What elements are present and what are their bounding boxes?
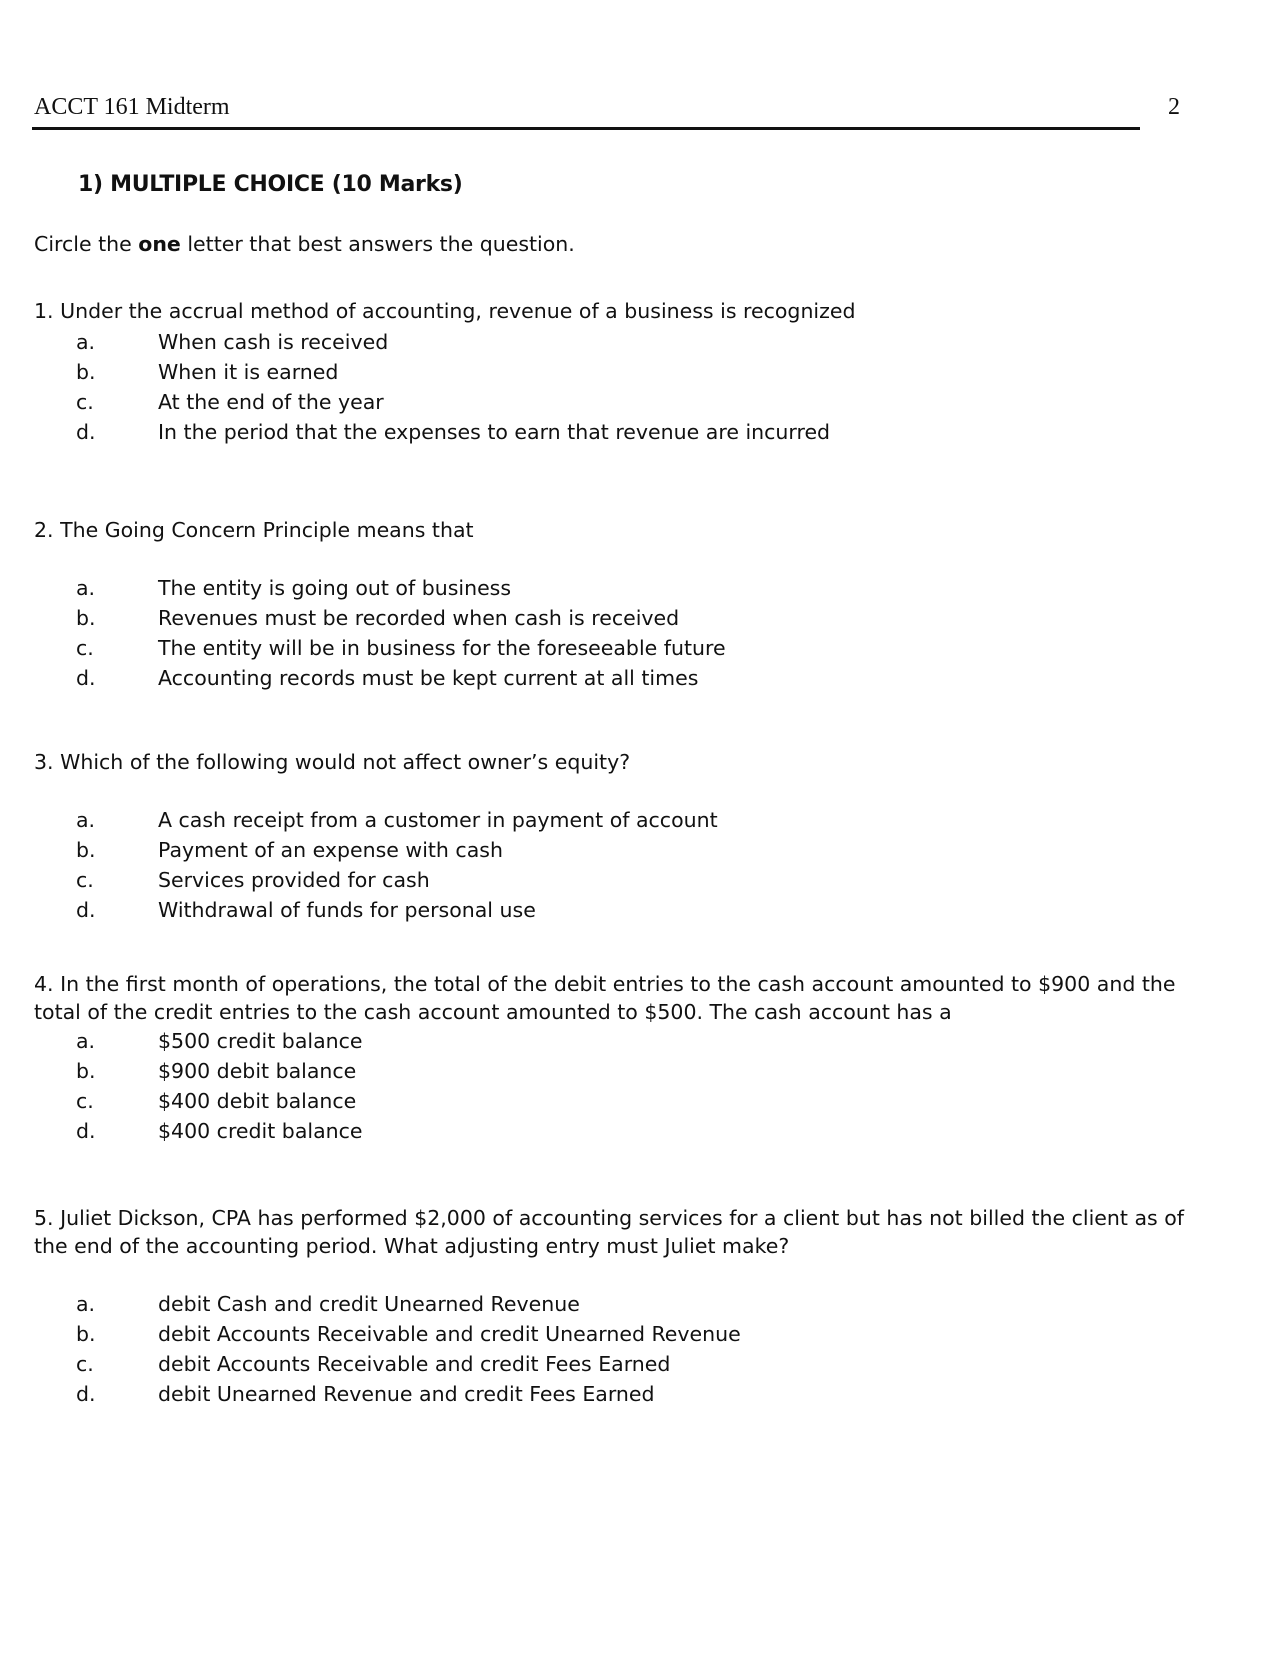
option-list [34, 805, 1184, 925]
option-letter: d. [76, 898, 96, 922]
question-1 [34, 297, 1184, 447]
option-a[interactable] [34, 1026, 1184, 1056]
question-text: 4. In the first month of operations, the total of the debit entries to the cash account amounted to $900 and the total of the credit entries to the cash account amounted to $500. The cash account has a [34, 972, 1176, 1024]
option-text: Services provided for cash [158, 868, 430, 892]
option-text: When cash is received [158, 330, 389, 354]
option-letter: b. [76, 1059, 96, 1083]
option-letter: b. [76, 606, 96, 630]
option-b[interactable] [34, 603, 1184, 633]
option-text: The entity will be in business for the foreseeable future [158, 636, 726, 660]
section-title: 1) MULTIPLE CHOICE (10 Marks) [78, 172, 463, 197]
option-list [34, 573, 1184, 693]
option-text: In the period that the expenses to earn that revenue are incurred [158, 420, 831, 444]
option-b[interactable] [34, 357, 1184, 387]
option-b[interactable] [34, 1056, 1184, 1086]
instructions-emphasis: one [138, 232, 181, 256]
option-a[interactable] [34, 573, 1184, 603]
option-c[interactable] [34, 387, 1184, 417]
option-letter: a. [76, 1292, 96, 1316]
option-text: $500 credit balance [158, 1029, 363, 1053]
option-d[interactable] [34, 1116, 1184, 1146]
option-list [34, 1026, 1184, 1146]
option-text: debit Cash and credit Unearned Revenue [158, 1292, 580, 1316]
option-letter: c. [76, 390, 94, 414]
option-text: A cash receipt from a customer in payment of account [158, 808, 718, 832]
option-letter: c. [76, 868, 94, 892]
option-text: debit Accounts Receivable and credit Fees Earned [158, 1352, 671, 1376]
instructions [34, 232, 575, 256]
option-d[interactable] [34, 1379, 1184, 1409]
option-letter: c. [76, 1089, 94, 1113]
option-letter: b. [76, 360, 96, 384]
option-text: debit Accounts Receivable and credit Unearned Revenue [158, 1322, 741, 1346]
question-text: 3. Which of the following would not affect owner’s equity? [34, 750, 631, 774]
question-4 [34, 970, 1184, 1146]
option-text: When it is earned [158, 360, 339, 384]
instructions-text-after: letter that best answers the question. [180, 232, 575, 256]
option-b[interactable] [34, 835, 1184, 865]
option-text: Payment of an expense with cash [158, 838, 503, 862]
option-letter: a. [76, 1029, 96, 1053]
option-c[interactable] [34, 1086, 1184, 1116]
option-letter: c. [76, 1352, 94, 1376]
option-text: $400 debit balance [158, 1089, 357, 1113]
option-c[interactable] [34, 1349, 1184, 1379]
option-text: Revenues must be recorded when cash is received [158, 606, 680, 630]
question-2 [34, 516, 1184, 693]
header-title: ACCT 161 Midterm [34, 94, 230, 120]
page-header [34, 94, 1180, 126]
question-text: 5. Juliet Dickson, CPA has performed $2,000 of accounting services for a client but has not billed the client as of the end of the accounting period. What adjusting entry must Juliet make? [34, 1206, 1184, 1258]
option-d[interactable] [34, 895, 1184, 925]
option-text: $900 debit balance [158, 1059, 357, 1083]
option-list [34, 1289, 1184, 1409]
option-letter: a. [76, 330, 96, 354]
option-letter: d. [76, 666, 96, 690]
option-letter: d. [76, 1382, 96, 1406]
option-a[interactable] [34, 327, 1184, 357]
option-letter: a. [76, 808, 96, 832]
option-letter: a. [76, 576, 96, 600]
option-b[interactable] [34, 1319, 1184, 1349]
option-c[interactable] [34, 865, 1184, 895]
option-text: debit Unearned Revenue and credit Fees Earned [158, 1382, 655, 1406]
question-text: 1. Under the accrual method of accounting, revenue of a business is recognized [34, 299, 856, 323]
header-divider [32, 127, 1140, 130]
option-a[interactable] [34, 1289, 1184, 1319]
option-letter: c. [76, 636, 94, 660]
option-text: $400 credit balance [158, 1119, 363, 1143]
option-text: At the end of the year [158, 390, 384, 414]
instructions-text-before: Circle the [34, 232, 139, 256]
question-5 [34, 1204, 1184, 1409]
option-letter: d. [76, 420, 96, 444]
option-list [34, 327, 1184, 447]
option-text: The entity is going out of business [158, 576, 512, 600]
option-letter: b. [76, 1322, 96, 1346]
option-a[interactable] [34, 805, 1184, 835]
question-text: 2. The Going Concern Principle means that [34, 518, 474, 542]
option-d[interactable] [34, 417, 1184, 447]
option-c[interactable] [34, 633, 1184, 663]
option-d[interactable] [34, 663, 1184, 693]
page-number: 2 [1168, 94, 1180, 120]
option-letter: d. [76, 1119, 96, 1143]
question-3 [34, 748, 1184, 925]
option-text: Accounting records must be kept current at all times [158, 666, 699, 690]
option-text: Withdrawal of funds for personal use [158, 898, 536, 922]
option-letter: b. [76, 838, 96, 862]
